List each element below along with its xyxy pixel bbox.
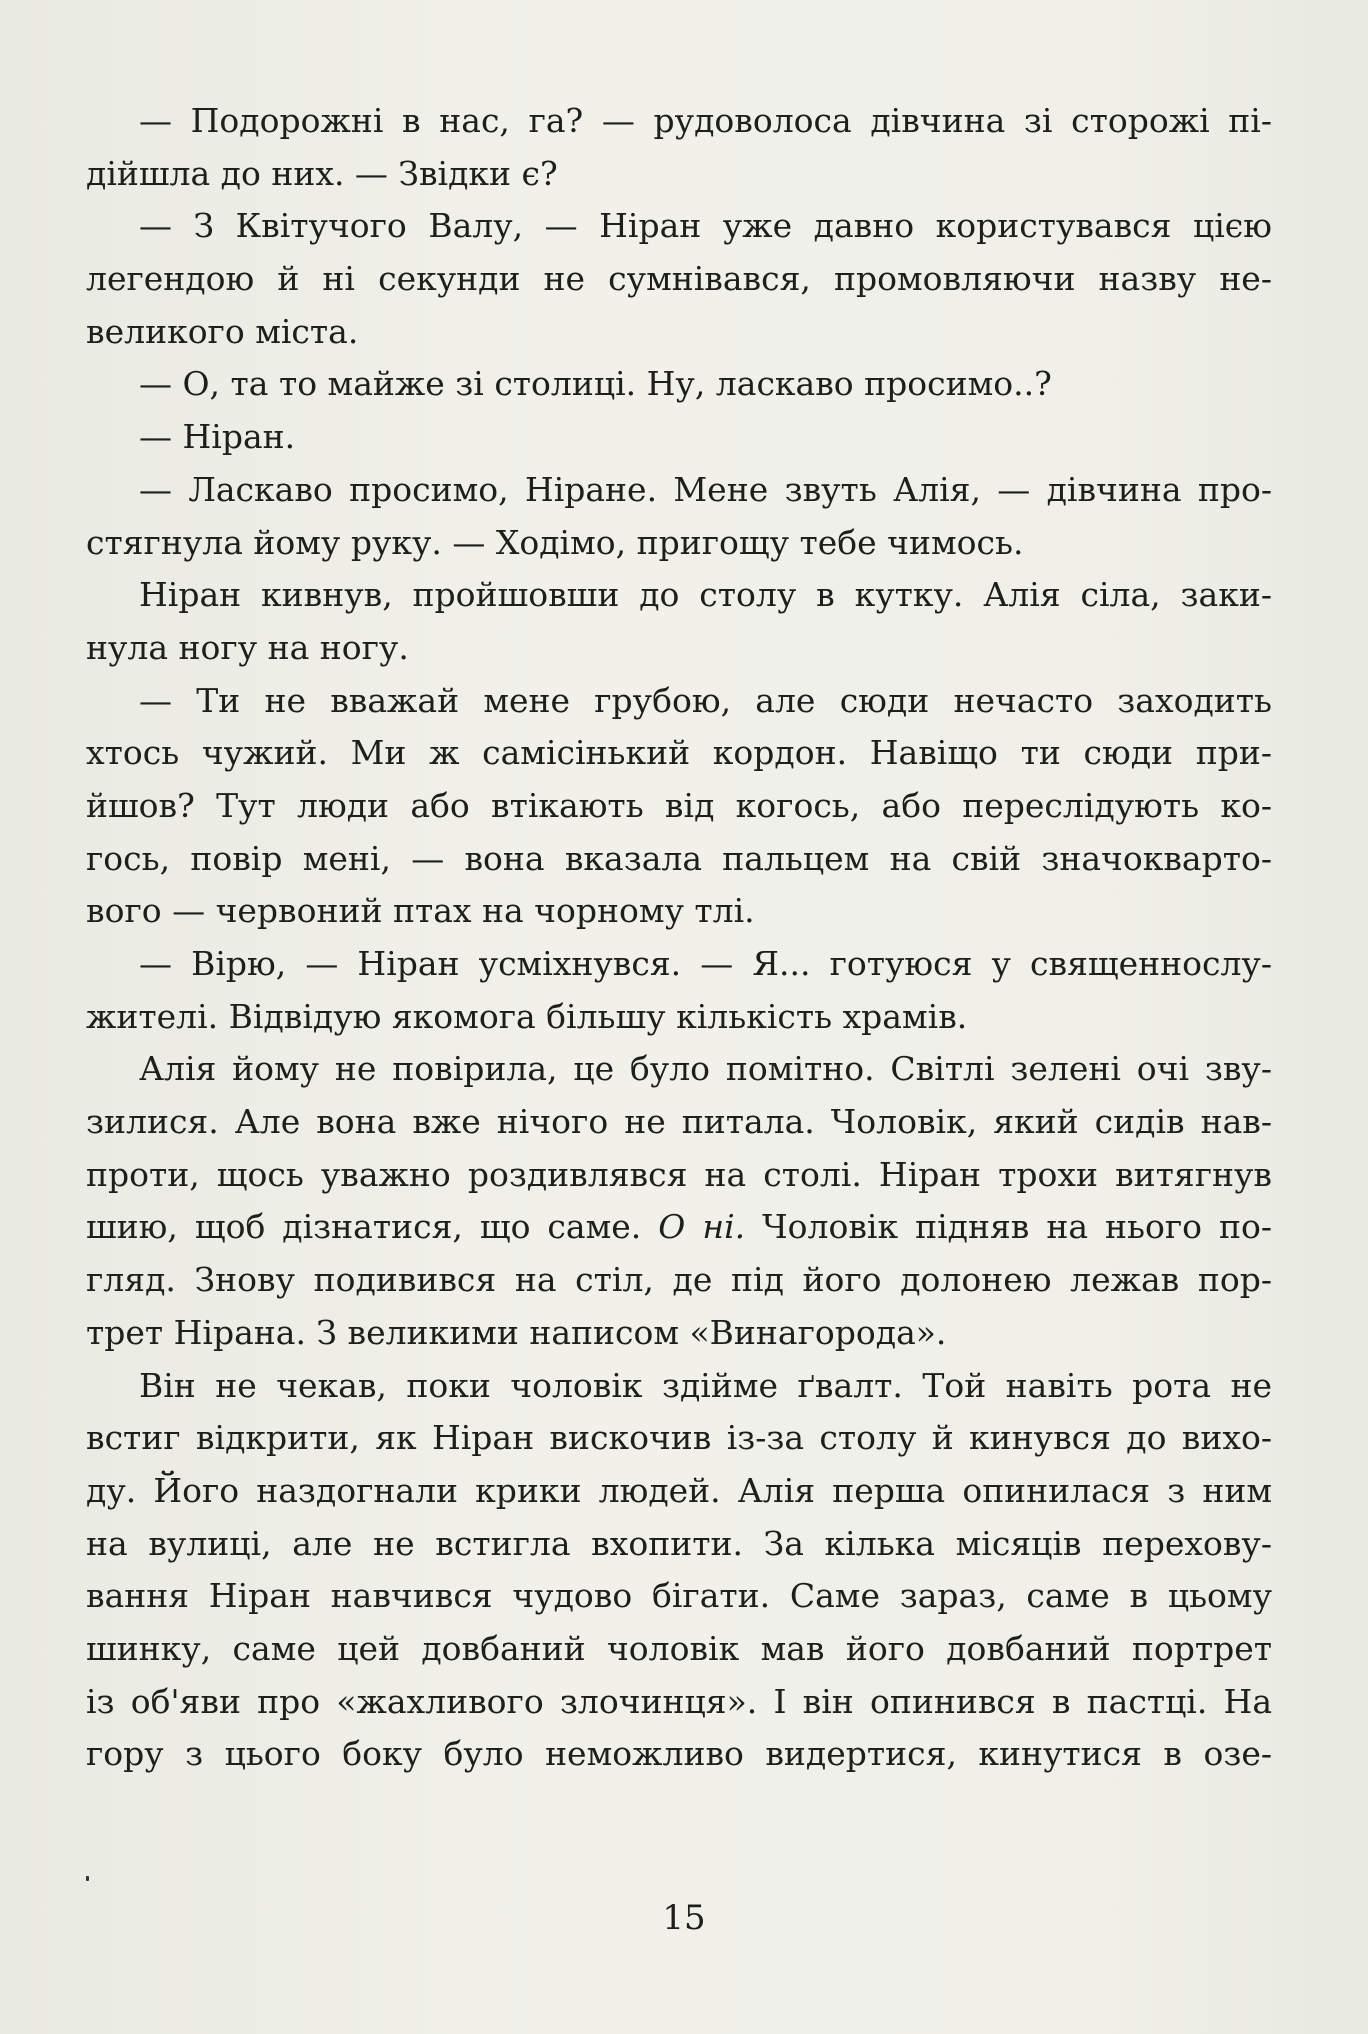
text-line: Він не чекав, поки чоловік здійме ґвалт. Той навіть рота не	[139, 1365, 1272, 1405]
text-line: — Ти не вважай мене грубою, але сюди нечасто заходить	[139, 680, 1272, 720]
text-line: — Ніран.	[139, 417, 296, 457]
text-line: — Ласкаво просимо, Ніране. Мене звуть Алія, — дівчина про-	[139, 469, 1272, 509]
text-line: ду. Його наздогнали крики людей. Алія перша опинилася з ним	[86, 1470, 1272, 1510]
text-line: гось, повір мені, — вона вказала пальцем на свій значокварто-	[86, 838, 1272, 878]
text-line: — Вірю, — Ніран усміхнувся. — Я... готуюся у священнослу-	[139, 944, 1272, 983]
text-line: хтось чужий. Ми ж самісінький кордон. Навіщо ти сюди при-	[86, 733, 1272, 773]
ink-speck	[86, 1876, 89, 1881]
text-line: — О, та то майже зі столиці. Ну, ласкаво просимо..?	[139, 364, 1052, 404]
text-line: шинку, саме цей довбаний чоловік мав його довбаний портрет	[86, 1628, 1272, 1668]
text-line: вання Ніран навчився чудово бігати. Саме зараз, саме в цьому	[86, 1576, 1272, 1616]
text-line: гору з цього боку було неможливо видертися, кинутися в озе-	[86, 1734, 1272, 1774]
text-line: — З Квітучого Валу, — Ніран уже давно користувався цією	[139, 206, 1272, 246]
text-line: стягнула йому руку. — Ходімо, пригощу тебе чимось.	[86, 522, 1024, 562]
page-number: 15	[662, 1898, 706, 1938]
text-line: зилися. Але вона вже нічого не питала. Чоловік, який сидів нав-	[86, 1102, 1272, 1142]
text-line: дійшла до них. — Звідки є?	[86, 153, 558, 193]
text-line: гляд. Знову подивився на стіл, де під його долонею лежав пор-	[86, 1260, 1272, 1300]
text-line: жителі. Відвідую якомога більшу кількість храмів.	[86, 996, 968, 1036]
italic-thought: О ні.	[658, 1207, 746, 1247]
text-line: на вулиці, але не встигла вхопити. За кілька місяців перехову-	[86, 1523, 1272, 1563]
text-line: легендою й ні секунди не сумнівався, промовляючи назву не-	[86, 259, 1272, 299]
text-line: — Подорожні в нас, га? — рудоволоса дівчина зі сторожі пі-	[139, 101, 1272, 140]
text-line: Алія йому не повірила, це було помітно. Світлі зелені очі зву-	[139, 1049, 1272, 1089]
body-text	[86, 95, 1272, 1781]
text-line: встиг відкрити, як Ніран вискочив із-за столу й кинувся до вихо-	[86, 1418, 1272, 1458]
text-line: проти, щось уважно роздивлявся на столі. Ніран трохи витягнув	[86, 1154, 1272, 1194]
text-line: нула ногу на ногу.	[86, 627, 409, 667]
text-line: йшов? Тут люди або втікають від когось, або переслідують ко-	[86, 785, 1272, 825]
text-line: із об'яви про «жахливого злочинця». І він опинився в пастці. На	[86, 1681, 1272, 1721]
text-line: вого — червоний птах на чорному тлі.	[86, 891, 755, 931]
text-line: Ніран кивнув, пройшовши до столу в кутку. Алія сіла, заки-	[139, 575, 1272, 615]
text-line: шию, щоб дізнатися, що саме. О ні. Чоловік підняв на нього по-	[86, 1207, 1272, 1247]
text-line: великого міста.	[86, 311, 359, 351]
text-line: трет Нірана. З великими написом «Винагорода».	[86, 1312, 947, 1352]
